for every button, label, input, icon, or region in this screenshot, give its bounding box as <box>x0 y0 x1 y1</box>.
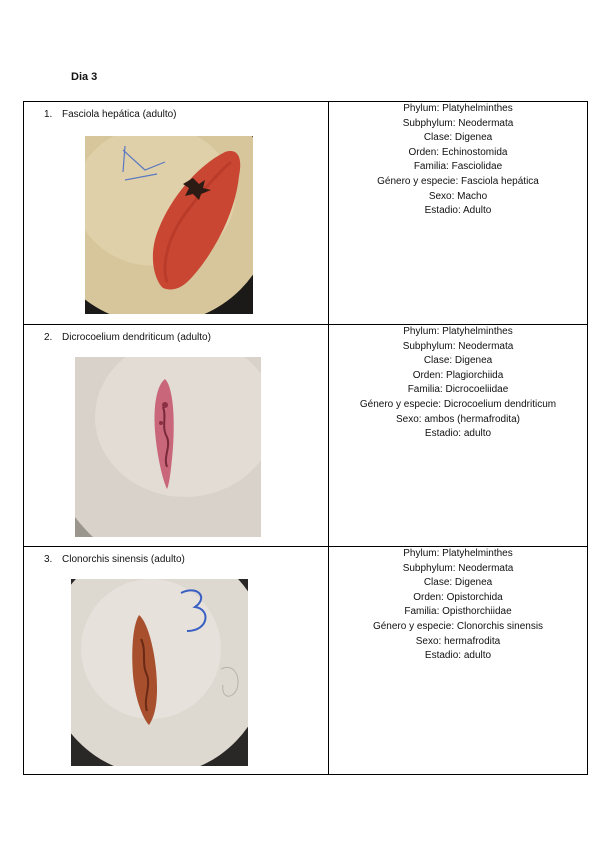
detail-sexo: Sexo: ambos (hermafrodita) <box>396 413 520 425</box>
detail-sexo: Sexo: Macho <box>428 190 488 202</box>
detail-genero-especie: Género y especie: Dicrocoelium dendriticum <box>359 398 557 410</box>
specimen-number: 3. <box>44 554 53 565</box>
fasciola-photo-icon <box>85 136 253 314</box>
detail-subphylum: Subphylum: Neodermata <box>402 562 514 574</box>
clonorchis-photo-icon <box>71 579 248 766</box>
detail-estadio: Estadio: Adulto <box>424 205 492 217</box>
specimen-number: 1. <box>44 109 53 120</box>
table-row <box>24 325 588 547</box>
specimen-title <box>44 554 185 565</box>
detail-phylum: Phylum: Platyhelminthes <box>403 326 513 337</box>
specimen-photo <box>71 579 248 766</box>
detail-phylum: Phylum: Platyhelminthes <box>403 103 513 114</box>
detail-genero-especie: Género y especie: Fasciola hepática <box>377 175 539 187</box>
detail-orden: Orden: Echinostomida <box>408 146 508 158</box>
detail-familia: Familia: Opisthorchiidae <box>404 606 512 618</box>
dicrocoelium-photo-icon <box>75 357 261 537</box>
page-title: Dia 3 <box>71 71 98 83</box>
detail-clase: Clase: Digenea <box>423 355 493 367</box>
detail-subphylum: Subphylum: Neodermata <box>402 340 514 352</box>
specimen-name: Fasciola hepática (adulto) <box>62 109 177 120</box>
specimen-details-cell <box>329 325 588 547</box>
specimen-photo <box>75 357 261 537</box>
detail-sexo: Sexo: hermafrodita <box>415 635 501 647</box>
detail-clase: Clase: Digenea <box>423 577 493 589</box>
specimen-image-cell <box>24 102 329 325</box>
detail-orden: Orden: Plagiorchiida <box>412 369 504 381</box>
detail-estadio: Estadio: adulto <box>424 650 492 662</box>
table-row <box>24 102 588 325</box>
detail-genero-especie: Género y especie: Clonorchis sinensis <box>372 620 544 632</box>
detail-phylum: Phylum: Platyhelminthes <box>403 548 513 559</box>
detail-estadio: Estadio: adulto <box>424 428 492 440</box>
specimen-title <box>44 109 177 120</box>
detail-orden: Orden: Opistorchida <box>413 591 503 603</box>
table-row <box>24 547 588 775</box>
detail-familia: Familia: Dicrocoeliidae <box>407 384 509 396</box>
specimen-name: Clonorchis sinensis (adulto) <box>62 554 185 565</box>
specimen-details-cell <box>329 102 588 325</box>
specimen-table <box>23 101 588 775</box>
specimen-name: Dicrocoelium dendriticum (adulto) <box>62 332 211 343</box>
detail-subphylum: Subphylum: Neodermata <box>402 117 514 129</box>
specimen-image-cell <box>24 547 329 775</box>
specimen-image-cell <box>24 325 329 547</box>
detail-clase: Clase: Digenea <box>423 132 493 144</box>
specimen-number: 2. <box>44 332 53 343</box>
specimen-details-cell <box>329 547 588 775</box>
specimen-title <box>44 332 211 343</box>
detail-familia: Familia: Fasciolidae <box>413 161 503 173</box>
specimen-photo <box>85 136 253 314</box>
